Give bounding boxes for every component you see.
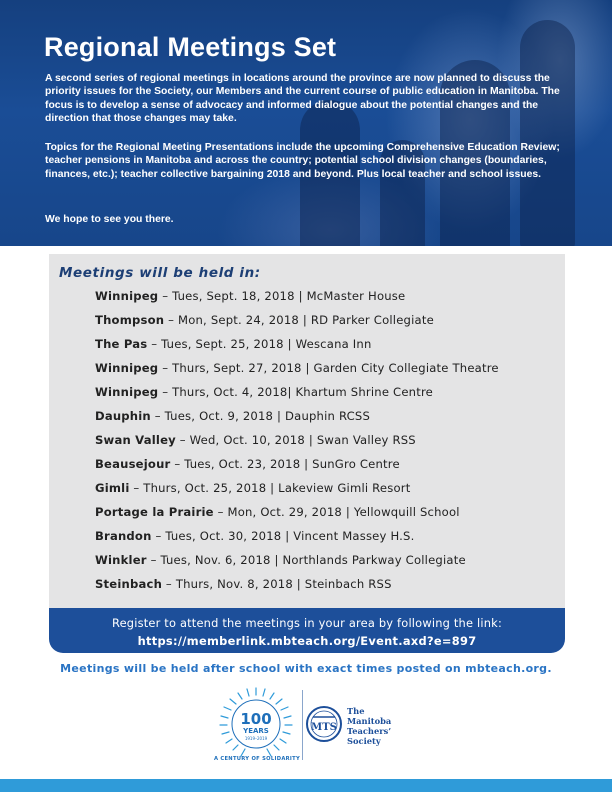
meeting-item xyxy=(95,481,499,505)
meeting-details: – Thurs, Sept. 27, 2018 | Garden City Collegiate Theatre xyxy=(158,361,499,375)
meeting-city: Dauphin xyxy=(95,409,151,423)
meetings-heading: Meetings will be held in: xyxy=(59,265,261,281)
footer-bar xyxy=(0,779,612,792)
mts-wordmark xyxy=(347,706,391,746)
meeting-item xyxy=(95,289,499,313)
meeting-city: Swan Valley xyxy=(95,433,176,447)
meetings-panel xyxy=(49,254,565,608)
mts-seal-logo xyxy=(304,704,344,744)
schedule-note: Meetings will be held after school with exact times posted on mbteach.org. xyxy=(60,662,552,675)
meeting-details: – Thurs, Nov. 8, 2018 | Steinbach RSS xyxy=(162,577,392,591)
mts-name-line: Teachers’ xyxy=(347,726,392,736)
meeting-item xyxy=(95,385,499,409)
mts-name-line: Manitoba xyxy=(347,716,392,726)
register-banner xyxy=(49,608,565,653)
mts-seal-letters: MTS xyxy=(311,722,337,733)
meeting-details: – Mon, Sept. 24, 2018 | RD Parker Collegiate xyxy=(164,313,434,327)
meeting-details: – Wed, Oct. 10, 2018 | Swan Valley RSS xyxy=(175,433,416,447)
centennial-number: 100 xyxy=(240,710,272,728)
meeting-item xyxy=(95,577,499,601)
meeting-item xyxy=(95,529,499,553)
meeting-item xyxy=(95,409,499,433)
meeting-item xyxy=(95,313,499,337)
meeting-item xyxy=(95,505,499,529)
meeting-details: – Mon, Oct. 29, 2018 | Yellowquill School xyxy=(213,505,460,519)
meeting-details: – Tues, Oct. 23, 2018 | SunGro Centre xyxy=(170,457,400,471)
registration-link[interactable]: https://memberlink.mbteach.org/Event.axd?e=897 xyxy=(137,634,477,648)
meeting-details: – Tues, Oct. 30, 2018 | Vincent Massey H.S. xyxy=(151,529,415,543)
centennial-years: YEARS xyxy=(243,727,269,735)
meeting-item xyxy=(95,337,499,361)
meeting-city: Winnipeg xyxy=(95,361,159,375)
meeting-list xyxy=(95,289,499,601)
meeting-city: Beausejour xyxy=(95,457,171,471)
logo-divider xyxy=(302,690,303,760)
mts-name-line: The xyxy=(347,706,365,716)
meeting-city: The Pas xyxy=(95,337,148,351)
meeting-city: Winnipeg xyxy=(95,385,159,399)
centennial-tagline: A CENTURY OF SOLIDARITY xyxy=(213,756,301,762)
meeting-item xyxy=(95,433,499,457)
meeting-city: Gimli xyxy=(95,481,130,495)
mts-name-line: Society xyxy=(347,736,381,746)
centennial-range: 1919–2019 xyxy=(244,736,268,741)
logo-area xyxy=(0,686,612,770)
meeting-details: – Tues, Nov. 6, 2018 | Northlands Parkway Collegiate xyxy=(146,553,466,567)
meeting-item xyxy=(95,457,499,481)
register-instructions: Register to attend the meetings in your area by following the link: xyxy=(111,616,502,630)
centennial-logo xyxy=(218,686,294,762)
meeting-city: Steinbach xyxy=(95,577,163,591)
page-title: Regional Meetings Set xyxy=(44,32,337,62)
meeting-item xyxy=(95,361,499,385)
meeting-details: – Thurs, Oct. 4, 2018| Khartum Shrine Centre xyxy=(158,385,434,399)
meeting-city: Brandon xyxy=(95,529,152,543)
meeting-details: – Thurs, Oct. 25, 2018 | Lakeview Gimli Resort xyxy=(129,481,411,495)
meeting-details: – Tues, Sept. 25, 2018 | Wescana Inn xyxy=(147,337,372,351)
meeting-city: Portage la Prairie xyxy=(95,505,214,519)
meeting-item xyxy=(95,553,499,577)
meeting-city: Winkler xyxy=(95,553,147,567)
meeting-city: Thompson xyxy=(95,313,165,327)
intro-paragraph: A second series of regional meetings in locations around the province are now planned to discuss the priority issues for the Society, our Members and the current course of public education in Manitoba. The focus is to develop a sense of advocacy and informed dialogue about the potential changes and the direction that those changes may take. xyxy=(45,73,560,125)
meeting-details: – Tues, Sept. 18, 2018 | McMaster House xyxy=(158,289,406,303)
header-banner xyxy=(0,0,612,246)
meeting-details: – Tues, Oct. 9, 2018 | Dauphin RCSS xyxy=(150,409,371,423)
topics-paragraph: Topics for the Regional Meeting Presentations include the upcoming Comprehensive Education Review; teacher pensions in Manitoba and across the country; potential school division changes (boundaries, finances, etc.); teacher collective bargaining 2018 and beyond. Plus local teacher and school issues. xyxy=(45,142,560,180)
closing-paragraph: We hope to see you there. xyxy=(45,214,174,225)
meeting-city: Winnipeg xyxy=(95,289,159,303)
